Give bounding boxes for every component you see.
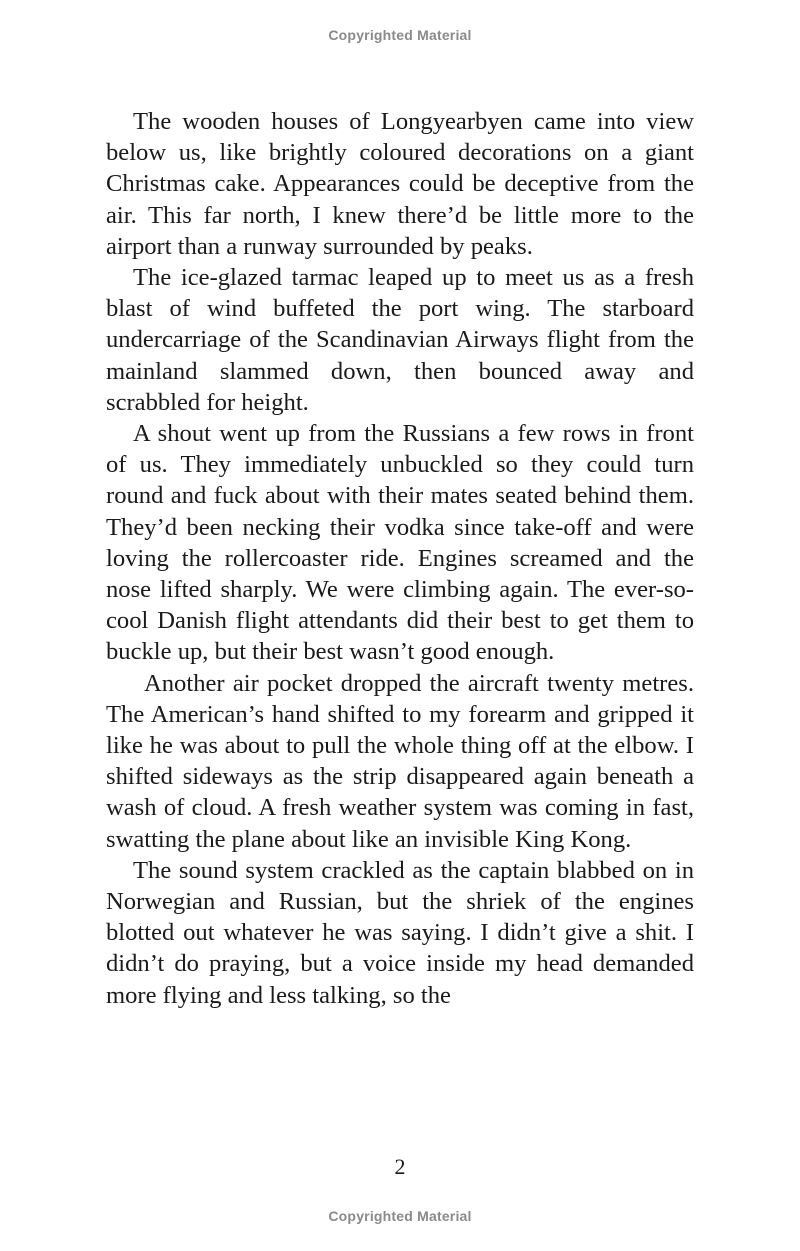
copyright-watermark-bottom: Copyrighted Material xyxy=(328,1208,472,1224)
paragraph-2: The ice-glazed tarmac leaped up to meet us as a fresh blast of wind buffeted the port wing. The starboard undercarriage of the Scandinavian Airways flight from the mainland slammed down, then bounced away and scrabbled for height. xyxy=(106,264,694,416)
copyright-watermark-top: Copyrighted Material xyxy=(328,27,472,43)
paragraph-5: The sound system crackled as the captain blabbed on in Norwegian and Russian, but the shriek of the engines blotted out whatever he was saying. I didn’t give a shit. I didn’t do praying, but a voice inside my head demanded more flying and less talking, so the xyxy=(106,856,694,1009)
paragraph-1: The wooden houses of Longyearbyen came into view below us, like brightly coloured decorations on a giant Christmas cake. Appearances could be deceptive from the air. This far north, I knew there’d be little more to the airport than a runway surrounded by peaks. xyxy=(106,108,694,260)
paragraph-3: A shout went up from the Russians a few rows in front of us. They immediately unbuckled so they could turn round and fuck about with their mates seated behind them. They’d been necking their vodka since take-off and were loving the rollercoaster ride. Engines screamed and the nose lifted sharply. We were climbing again. The ever-so-cool Danish flight attendants did their best to get them to buckle up, but their best wasn’t good enough. xyxy=(106,420,694,666)
page-number: 2 xyxy=(394,1154,406,1179)
body-text xyxy=(106,106,694,1011)
paragraph-4: Another air pocket dropped the aircraft twenty metres. The American’s hand shifted to my forearm and gripped it like he was about to pull the whole thing off at the elbow. I shifted sideways as the strip disappeared again beneath a wash of cloud. A fresh weather system was coming in fast, swatting the plane about like an invisible King Kong. xyxy=(106,669,694,853)
